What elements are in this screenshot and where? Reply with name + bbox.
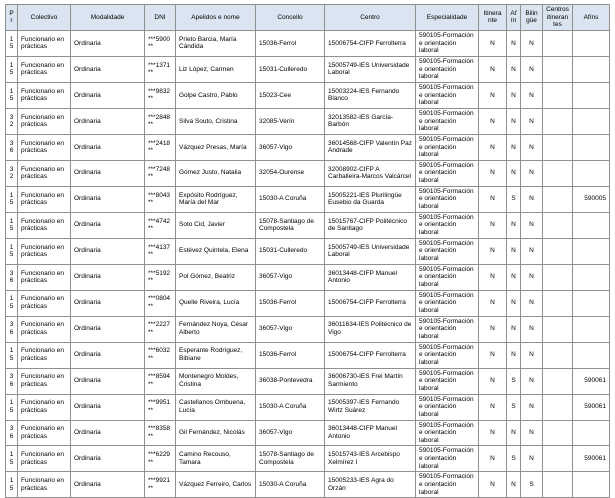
cell-afins: 590061 xyxy=(573,368,610,394)
cell-itinerante: N xyxy=(479,420,507,446)
cell-colectivo: Funcionario en prácticas xyxy=(18,316,71,342)
cell-afins xyxy=(573,238,610,264)
cell-colectivo: Funcionario en prácticas xyxy=(18,56,71,82)
cell-bilingue: N xyxy=(521,108,543,134)
column-header-colectivo: Colectivo xyxy=(18,5,71,31)
cell-bilingue: N xyxy=(521,186,543,212)
cell-colectivo: Funcionario en prácticas xyxy=(18,290,71,316)
cell-itinerante: N xyxy=(479,30,507,56)
cell-bilingue: N xyxy=(521,212,543,238)
table-row xyxy=(6,134,610,160)
column-header-apelidos_e_nome: Apelidos e nome xyxy=(176,5,256,31)
cell-bilingue: N xyxy=(521,160,543,186)
cell-afins xyxy=(573,160,610,186)
cell-modalidade: Ordinaria xyxy=(71,290,145,316)
cell-concello: 15023-Cee xyxy=(256,82,325,108)
cell-itinerante: N xyxy=(479,472,507,498)
cell-especialidade: 590105-Formación e orientación laboral xyxy=(416,290,479,316)
cell-bilingue: N xyxy=(521,82,543,108)
cell-itinerante: N xyxy=(479,342,507,368)
cell-afin: N xyxy=(507,238,521,264)
cell-colectivo: Funcionario en prácticas xyxy=(18,368,71,394)
cell-afin: N xyxy=(507,134,521,160)
cell-modalidade: Ordinaria xyxy=(71,238,145,264)
cell-modalidade: Ordinaria xyxy=(71,264,145,290)
cell-itinerante: N xyxy=(479,316,507,342)
cell-afins: 590005 xyxy=(573,186,610,212)
cell-dni: ***9921** xyxy=(145,472,176,498)
cell-apelidos_e_nome: Gil Fernández, Nicolás xyxy=(176,420,256,446)
cell-especialidade: 590105-Formación e orientación laboral xyxy=(416,82,479,108)
cell-modalidade: Ordinaria xyxy=(71,316,145,342)
table-body xyxy=(6,30,610,497)
cell-afin: N xyxy=(507,472,521,498)
cell-bilingue: N xyxy=(521,264,543,290)
cell-centros_itinerantes xyxy=(543,394,573,420)
cell-afins: 590061 xyxy=(573,394,610,420)
cell-concello: 15036-Ferrol xyxy=(256,342,325,368)
cell-especialidade: 590105-Formación e orientación laboral xyxy=(416,446,479,472)
cell-apelidos_e_nome: Gómez Justo, Natalia xyxy=(176,160,256,186)
cell-dni: ***7248** xyxy=(145,160,176,186)
cell-apelidos_e_nome: Esperante Rodríguez, Bibiane xyxy=(176,342,256,368)
cell-centros_itinerantes xyxy=(543,212,573,238)
cell-itinerante: N xyxy=(479,82,507,108)
cell-bilingue: N xyxy=(521,394,543,420)
cell-pr: 15 xyxy=(6,394,18,420)
cell-dni: ***9832** xyxy=(145,82,176,108)
cell-itinerante: N xyxy=(479,56,507,82)
cell-bilingue: N xyxy=(521,56,543,82)
cell-modalidade: Ordinaria xyxy=(71,30,145,56)
cell-afin: N xyxy=(507,264,521,290)
cell-modalidade: Ordinaria xyxy=(71,212,145,238)
cell-colectivo: Funcionario en prácticas xyxy=(18,446,71,472)
table-row xyxy=(6,108,610,134)
cell-centros_itinerantes xyxy=(543,316,573,342)
cell-centro: 15005221-IES Plurilingüe Eusebio da Guarda xyxy=(325,186,416,212)
cell-afin: N xyxy=(507,30,521,56)
cell-pr: 32 xyxy=(6,108,18,134)
cell-centro: 15005749-IES Universidade Laboral xyxy=(325,56,416,82)
cell-centros_itinerantes xyxy=(543,290,573,316)
cell-itinerante: N xyxy=(479,134,507,160)
cell-bilingue: N xyxy=(521,316,543,342)
table-row xyxy=(6,342,610,368)
cell-centro: 36011634-IES Politécnico de Vigo xyxy=(325,316,416,342)
table-row xyxy=(6,420,610,446)
cell-pr: 36 xyxy=(6,264,18,290)
cell-pr: 15 xyxy=(6,186,18,212)
cell-apelidos_e_nome: Soto Cid, Javier xyxy=(176,212,256,238)
cell-concello: 15036-Ferrol xyxy=(256,290,325,316)
cell-apelidos_e_nome: Golpe Castro, Pablo xyxy=(176,82,256,108)
cell-afin: S xyxy=(507,186,521,212)
cell-colectivo: Funcionario en prácticas xyxy=(18,238,71,264)
cell-dni: ***8043** xyxy=(145,186,176,212)
cell-afin: S xyxy=(507,394,521,420)
cell-centros_itinerantes xyxy=(543,160,573,186)
cell-pr: 15 xyxy=(6,472,18,498)
cell-afins xyxy=(573,212,610,238)
cell-pr: 15 xyxy=(6,212,18,238)
cell-dni: ***5192** xyxy=(145,264,176,290)
cell-pr: 15 xyxy=(6,56,18,82)
cell-afin: N xyxy=(507,420,521,446)
cell-centros_itinerantes xyxy=(543,264,573,290)
cell-afins xyxy=(573,82,610,108)
cell-pr: 15 xyxy=(6,30,18,56)
cell-modalidade: Ordinaria xyxy=(71,368,145,394)
table-row xyxy=(6,56,610,82)
cell-bilingue: N xyxy=(521,342,543,368)
cell-modalidade: Ordinaria xyxy=(71,56,145,82)
cell-colectivo: Funcionario en prácticas xyxy=(18,420,71,446)
cell-itinerante: N xyxy=(479,290,507,316)
table-row xyxy=(6,160,610,186)
cell-modalidade: Ordinaria xyxy=(71,446,145,472)
cell-concello: 15036-Ferrol xyxy=(256,30,325,56)
table-row xyxy=(6,446,610,472)
column-header-concello: Concello xyxy=(256,5,325,31)
cell-afin: N xyxy=(507,342,521,368)
cell-especialidade: 590105-Formación e orientación laboral xyxy=(416,264,479,290)
table-row xyxy=(6,238,610,264)
cell-apelidos_e_nome: Prieto Barcia, María Cándida xyxy=(176,30,256,56)
cell-concello: 15031-Culleredo xyxy=(256,56,325,82)
column-header-modalidade: Modalidade xyxy=(71,5,145,31)
cell-apelidos_e_nome: Liz López, Carmen xyxy=(176,56,256,82)
column-header-itinerante: Itinerante xyxy=(479,5,507,31)
cell-apelidos_e_nome: Pol Gómez, Beatriz xyxy=(176,264,256,290)
cell-concello: 15030-A Coruña xyxy=(256,186,325,212)
cell-pr: 15 xyxy=(6,238,18,264)
cell-especialidade: 590105-Formación e orientación laboral xyxy=(416,108,479,134)
cell-afins xyxy=(573,472,610,498)
cell-especialidade: 590105-Formación e orientación laboral xyxy=(416,30,479,56)
cell-pr: 15 xyxy=(6,82,18,108)
cell-centros_itinerantes xyxy=(543,82,573,108)
cell-afins xyxy=(573,56,610,82)
cell-modalidade: Ordinaria xyxy=(71,342,145,368)
cell-itinerante: N xyxy=(479,264,507,290)
cell-concello: 15030-A Coruña xyxy=(256,472,325,498)
cell-dni: ***6032** xyxy=(145,342,176,368)
cell-itinerante: N xyxy=(479,368,507,394)
cell-modalidade: Ordinaria xyxy=(71,420,145,446)
cell-especialidade: 590105-Formación e orientación laboral xyxy=(416,212,479,238)
cell-centros_itinerantes xyxy=(543,472,573,498)
cell-dni: ***6229** xyxy=(145,446,176,472)
cell-pr: 36 xyxy=(6,316,18,342)
column-header-centros_itinerantes: Centros itinerantes xyxy=(543,5,573,31)
cell-centro: 36014568-CIFP Valentín Paz Andrade xyxy=(325,134,416,160)
cell-centros_itinerantes xyxy=(543,420,573,446)
column-header-dni: DNI xyxy=(145,5,176,31)
cell-modalidade: Ordinaria xyxy=(71,186,145,212)
table-row xyxy=(6,30,610,56)
column-header-afin: Afín xyxy=(507,5,521,31)
cell-bilingue: N xyxy=(521,290,543,316)
cell-apelidos_e_nome: Expósito Rodríguez, María del Mar xyxy=(176,186,256,212)
cell-centros_itinerantes xyxy=(543,446,573,472)
cell-modalidade: Ordinaria xyxy=(71,472,145,498)
appointments-table xyxy=(5,4,610,498)
column-header-centro: Centro xyxy=(325,5,416,31)
cell-concello: 36057-Vigo xyxy=(256,420,325,446)
cell-afin: N xyxy=(507,290,521,316)
cell-colectivo: Funcionario en prácticas xyxy=(18,394,71,420)
cell-dni: ***2848** xyxy=(145,108,176,134)
cell-centros_itinerantes xyxy=(543,186,573,212)
cell-colectivo: Funcionario en prácticas xyxy=(18,134,71,160)
cell-centros_itinerantes xyxy=(543,56,573,82)
cell-concello: 15078-Santiago de Compostela xyxy=(256,212,325,238)
cell-apelidos_e_nome: Camino Recouso, Tamara xyxy=(176,446,256,472)
cell-dni: ***4137** xyxy=(145,238,176,264)
cell-apelidos_e_nome: Castellanos Ombuena, Lucía xyxy=(176,394,256,420)
table-row xyxy=(6,264,610,290)
cell-afin: S xyxy=(507,368,521,394)
cell-dni: ***0804** xyxy=(145,290,176,316)
cell-afins: 590061 xyxy=(573,446,610,472)
cell-especialidade: 590105-Formación e orientación laboral xyxy=(416,134,479,160)
cell-dni: ***2227** xyxy=(145,316,176,342)
cell-colectivo: Funcionario en prácticas xyxy=(18,212,71,238)
cell-especialidade: 590105-Formación e orientación laboral xyxy=(416,368,479,394)
column-header-afins: Afíns xyxy=(573,5,610,31)
cell-colectivo: Funcionario en prácticas xyxy=(18,160,71,186)
cell-apelidos_e_nome: Fernández Noya, César Alberto xyxy=(176,316,256,342)
cell-centro: 15005749-IES Universidade Laboral xyxy=(325,238,416,264)
cell-concello: 36057-Vigo xyxy=(256,316,325,342)
cell-colectivo: Funcionario en prácticas xyxy=(18,264,71,290)
cell-bilingue: N xyxy=(521,30,543,56)
cell-pr: 15 xyxy=(6,446,18,472)
cell-afin: N xyxy=(507,82,521,108)
cell-centros_itinerantes xyxy=(543,238,573,264)
cell-centro: 15015767-CIFP Politécnico de Santiago xyxy=(325,212,416,238)
cell-dni: ***2418** xyxy=(145,134,176,160)
cell-afin: S xyxy=(507,446,521,472)
cell-bilingue: N xyxy=(521,446,543,472)
cell-apelidos_e_nome: Quelle Riveira, Lucía xyxy=(176,290,256,316)
cell-afins xyxy=(573,420,610,446)
cell-centros_itinerantes xyxy=(543,134,573,160)
cell-centro: 32008902-CIFP A Carballeira-Marcos Valcárcel xyxy=(325,160,416,186)
table-row xyxy=(6,316,610,342)
cell-apelidos_e_nome: Estévez Quintela, Elena xyxy=(176,238,256,264)
cell-bilingue: N xyxy=(521,238,543,264)
cell-concello: 36057-Vigo xyxy=(256,264,325,290)
cell-especialidade: 590105-Formación e orientación laboral xyxy=(416,420,479,446)
column-header-bilingue: Bilingüe xyxy=(521,5,543,31)
cell-especialidade: 590105-Formación e orientación laboral xyxy=(416,238,479,264)
cell-colectivo: Funcionario en prácticas xyxy=(18,186,71,212)
cell-centro: 15005233-IES Agra do Orzán xyxy=(325,472,416,498)
table-row xyxy=(6,186,610,212)
cell-afin: N xyxy=(507,108,521,134)
cell-especialidade: 590105-Formación e orientación laboral xyxy=(416,342,479,368)
cell-afins xyxy=(573,108,610,134)
cell-centro: 15006754-CIFP Ferrolterra xyxy=(325,290,416,316)
cell-apelidos_e_nome: Vázquez Presas, María xyxy=(176,134,256,160)
cell-itinerante: N xyxy=(479,212,507,238)
cell-afins xyxy=(573,316,610,342)
cell-afins xyxy=(573,30,610,56)
cell-itinerante: N xyxy=(479,186,507,212)
cell-modalidade: Ordinaria xyxy=(71,82,145,108)
cell-bilingue: N xyxy=(521,134,543,160)
cell-dni: ***8594** xyxy=(145,368,176,394)
cell-centro: 36013448-CIFP Manuel Antonio xyxy=(325,264,416,290)
cell-colectivo: Funcionario en prácticas xyxy=(18,472,71,498)
cell-centro: 15005397-IES Fernando Wirtz Suárez xyxy=(325,394,416,420)
cell-pr: 36 xyxy=(6,134,18,160)
cell-especialidade: 590105-Formación e orientación laboral xyxy=(416,186,479,212)
cell-centro: 36013448-CIFP Manuel Antonio xyxy=(325,420,416,446)
cell-afins xyxy=(573,342,610,368)
cell-especialidade: 590105-Formación e orientación laboral xyxy=(416,56,479,82)
cell-bilingue: N xyxy=(521,420,543,446)
cell-centros_itinerantes xyxy=(543,368,573,394)
cell-modalidade: Ordinaria xyxy=(71,134,145,160)
table-row xyxy=(6,290,610,316)
cell-concello: 15078-Santiago de Compostela xyxy=(256,446,325,472)
cell-colectivo: Funcionario en prácticas xyxy=(18,108,71,134)
cell-colectivo: Funcionario en prácticas xyxy=(18,30,71,56)
cell-colectivo: Funcionario en prácticas xyxy=(18,342,71,368)
cell-apelidos_e_nome: Vázquez Ferreiro, Carlos xyxy=(176,472,256,498)
cell-bilingue: S xyxy=(521,472,543,498)
table-row xyxy=(6,394,610,420)
cell-pr: 15 xyxy=(6,342,18,368)
cell-itinerante: N xyxy=(479,238,507,264)
cell-dni: ***8358** xyxy=(145,420,176,446)
cell-concello: 36057-Vigo xyxy=(256,134,325,160)
cell-dni: ***4742** xyxy=(145,212,176,238)
cell-pr: 15 xyxy=(6,290,18,316)
column-header-pr: Pr xyxy=(6,5,18,31)
cell-centro: 15006754-CIFP Ferrolterra xyxy=(325,30,416,56)
cell-pr: 36 xyxy=(6,420,18,446)
cell-especialidade: 590105-Formación e orientación laboral xyxy=(416,394,479,420)
cell-centro: 32013582-IES García-Barbón xyxy=(325,108,416,134)
table-row xyxy=(6,472,610,498)
cell-centros_itinerantes xyxy=(543,342,573,368)
cell-apelidos_e_nome: Montenegro Moldes, Cristina xyxy=(176,368,256,394)
cell-modalidade: Ordinaria xyxy=(71,108,145,134)
cell-itinerante: N xyxy=(479,446,507,472)
cell-itinerante: N xyxy=(479,160,507,186)
cell-afin: N xyxy=(507,160,521,186)
cell-apelidos_e_nome: Silva Souto, Cristina xyxy=(176,108,256,134)
column-header-especialidade: Especialidade xyxy=(416,5,479,31)
table-row xyxy=(6,82,610,108)
cell-itinerante: N xyxy=(479,108,507,134)
cell-afin: N xyxy=(507,212,521,238)
cell-itinerante: N xyxy=(479,394,507,420)
cell-especialidade: 590105-Formación e orientación laboral xyxy=(416,160,479,186)
cell-centro: 36006730-IES Frei Martín Sarmiento xyxy=(325,368,416,394)
cell-centros_itinerantes xyxy=(543,30,573,56)
cell-concello: 32085-Verín xyxy=(256,108,325,134)
cell-dni: ***1371** xyxy=(145,56,176,82)
cell-dni: ***5900** xyxy=(145,30,176,56)
cell-concello: 15030-A Coruña xyxy=(256,394,325,420)
cell-centro: 15015743-IES Arcebispo Xelmírez I xyxy=(325,446,416,472)
cell-concello: 36038-Pontevedra xyxy=(256,368,325,394)
cell-centro: 15006754-CIFP Ferrolterra xyxy=(325,342,416,368)
cell-colectivo: Funcionario en prácticas xyxy=(18,82,71,108)
cell-modalidade: Ordinaria xyxy=(71,394,145,420)
cell-afin: N xyxy=(507,316,521,342)
table-row xyxy=(6,212,610,238)
cell-especialidade: 590105-Formación e orientación laboral xyxy=(416,316,479,342)
cell-pr: 36 xyxy=(6,368,18,394)
cell-centros_itinerantes xyxy=(543,108,573,134)
cell-afins xyxy=(573,134,610,160)
cell-afins xyxy=(573,290,610,316)
cell-modalidade: Ordinaria xyxy=(71,160,145,186)
table-header-row xyxy=(6,5,610,31)
cell-afins xyxy=(573,264,610,290)
cell-centro: 15003224-IES Fernando Blanco xyxy=(325,82,416,108)
table-row xyxy=(6,368,610,394)
cell-especialidade: 590105-Formación e orientación laboral xyxy=(416,472,479,498)
cell-dni: ***9951** xyxy=(145,394,176,420)
cell-concello: 15031-Culleredo xyxy=(256,238,325,264)
cell-pr: 32 xyxy=(6,160,18,186)
cell-bilingue: N xyxy=(521,368,543,394)
cell-concello: 32054-Ourense xyxy=(256,160,325,186)
cell-afin: N xyxy=(507,56,521,82)
